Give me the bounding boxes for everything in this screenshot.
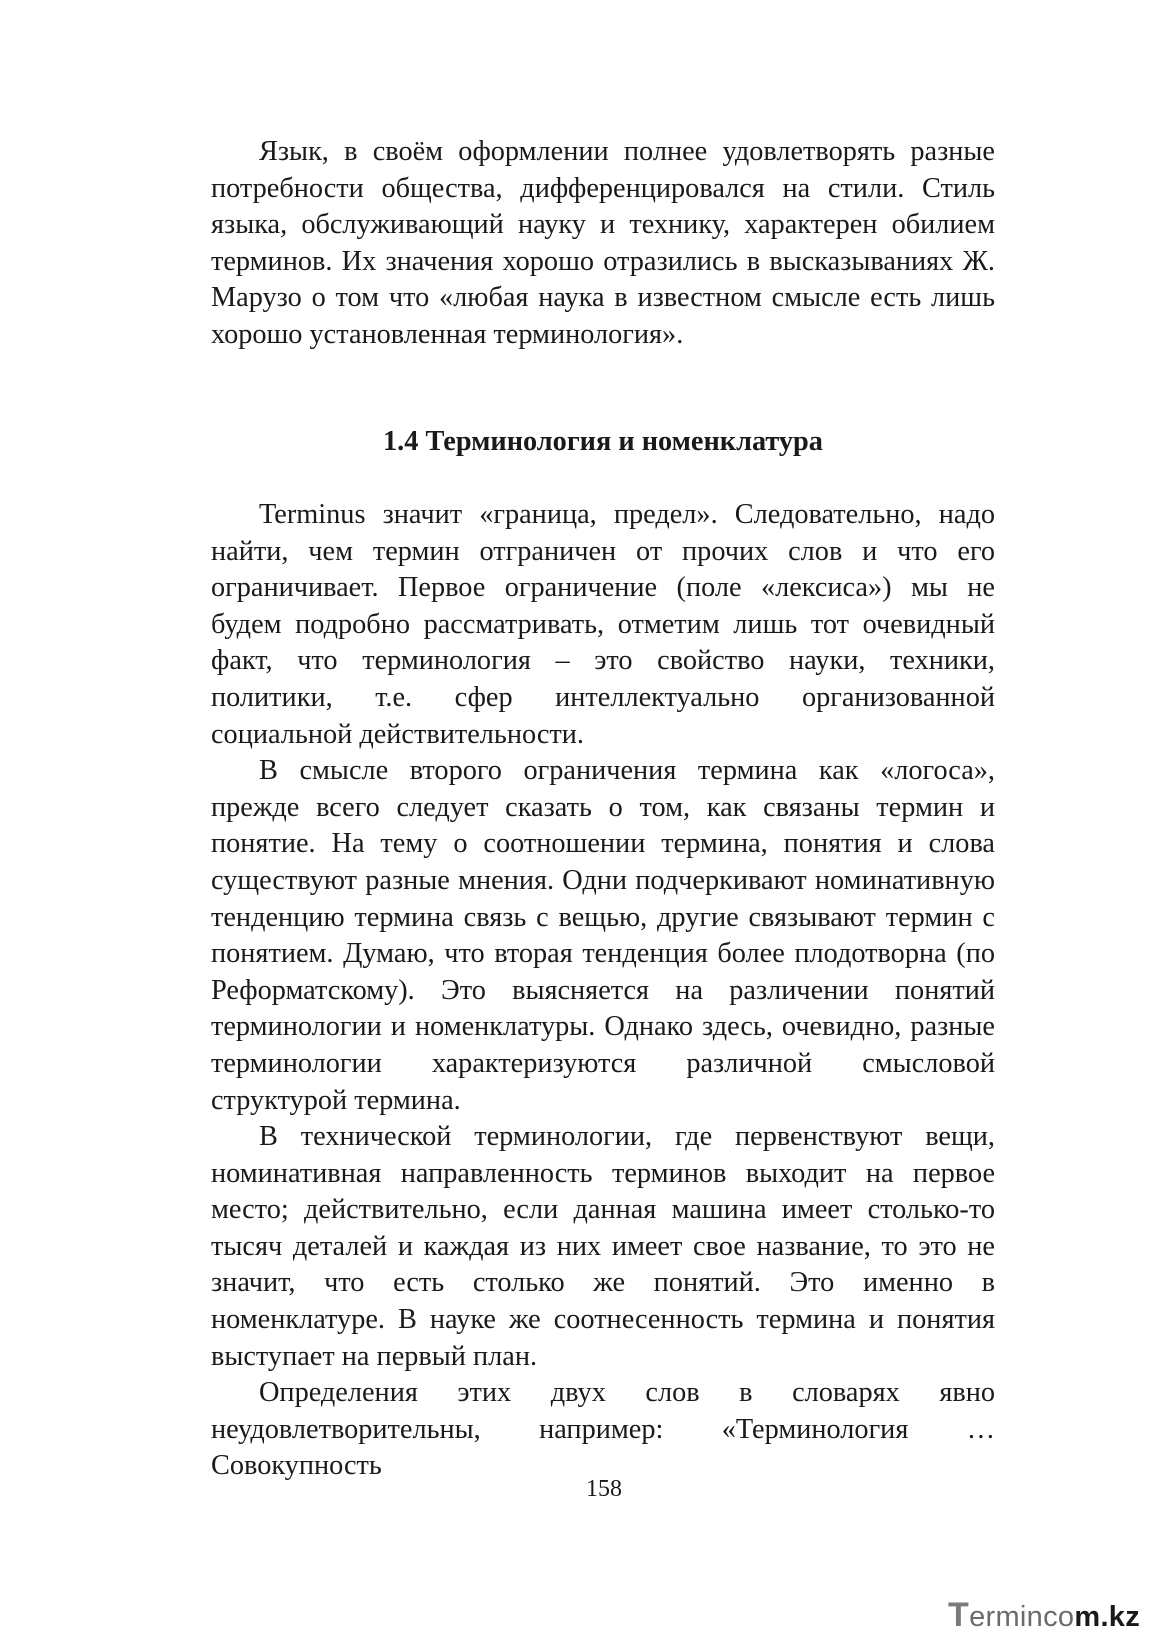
paragraph-1: Terminus значит «граница, предел». Следовательно, надо найти, чем термин отграничен от прочих слов и что его ограничивает. Первое ограничение (поле «лексиса») мы не будем подробно рассматривать, отметим лишь тот очевидный факт, что терминология – это свойство науки, техники, политики, т.е. сфер интеллектуально организованной социальной действительности. <box>211 499 995 750</box>
logo-text: erminc <box>969 1601 1058 1633</box>
paragraph-4: Определения этих двух слов в словарях явно неудовлетворительны, например: «Терминология …Совокупность <box>211 1377 995 1482</box>
logo-tail: m <box>1074 1601 1101 1633</box>
termincom-logo <box>948 1598 1140 1634</box>
paragraph-2: В смысле второго ограничения термина как «логоса», прежде всего следует сказать о том, как связаны термин и понятие. На тему о соотношении термина, понятия и слова существуют разные мнения. Одни подчеркивают номинативную тенденцию термина связь с вещью, другие связывают термин с понятием. Думаю, что вторая тенденция более плодотворна (по Реформатскому). Это выясняется на различении понятий терминологии и номенклатуры. Однако здесь, очевидно, разные терминологии характеризуются различной смысловой структурой термина. <box>211 755 995 1116</box>
logo-initial: T <box>948 1596 970 1634</box>
page-number: 158 <box>586 1476 622 1502</box>
paragraph-3: В технической терминологии, где первенствуют вещи, номинативная направленность терминов выходит на первое место; действительно, если данная машина имеет столько-то тысяч деталей и каждая из них имеет свое название, то это не значит, что есть столько же понятий. Это именно в номенклатуре. В науке же соотнесенность термина и понятия выступает на первый план. <box>211 1121 995 1372</box>
body-text <box>211 497 995 1485</box>
magnifier-icon: o <box>1057 1601 1075 1633</box>
logo-dot: . <box>1100 1601 1109 1633</box>
intro-paragraph: Язык, в своём оформлении полнее удовлетворять разные потребности общества, дифференцировался на стили. Стиль языка, обслуживающий науку и технику, характерен обилием терминов. Их значения хорошо отразились в высказываниях Ж. Марузо о том что «любая наука в известном смысле есть лишь хорошо установленная терминология». <box>211 136 995 350</box>
intro-text <box>211 134 995 354</box>
section-heading: 1.4 Терминология и номенклатура <box>383 426 823 457</box>
logo-domain: kz <box>1108 1601 1141 1633</box>
